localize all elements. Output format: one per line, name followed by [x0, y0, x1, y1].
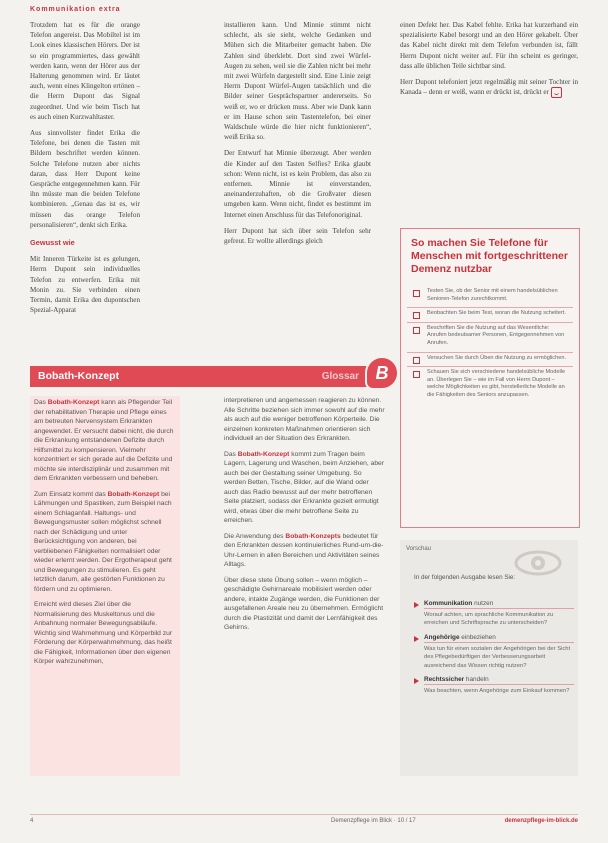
paragraph: Mit Inneren Türkeite ist es gelungen, Herrn Dupont sein individuelles Telefon zu entwerfen. Erika mit Monin zu. Sie verbinden einen Termin, damit Erika den dupontschen Spezial-Apparat [30, 255, 140, 315]
tip-item: Testen Sie, ob der Senior mit einem handelsüblichen Senioren-Telefon zurechtkommt. [407, 286, 573, 307]
preview-question: Was tun für einen sozialen der Angehörigen bei der Sicht des Pflegebedürftigen der Verbesserungsarbeit ausreichend das Wissen richtig nutzen? [424, 642, 574, 670]
glossary-title: Bobath-Konzept [38, 370, 120, 382]
glossary-paragraph [34, 490, 176, 595]
highlight-term: Bobath-Konzept [47, 399, 100, 406]
paragraph: Der Entwurf hat Minnie überzeugt. Aber werden die Kinder auf den Tasten Selfies? Erika glaubt schon: Wenn nicht, ist es kein Problem, das also zu entfernen. Minnie ist einverstanden, aneinanderzuhaften, ob die Großvater diesen umgeben kann. Wenn nicht, findet es bestimmt im Internet einen Anschluss für das Telefonoriginal. [224, 149, 371, 219]
tip-item: Versuchen Sie durch Üben die Nutzung zu ermöglichen. [407, 352, 573, 367]
paragraph: Trotzdem hat es für die orange Telefon angereist. Das Mobiltel ist im Look eines klassischen Hörers. Der ist so ein programmiertes, dass gewählt werden kann, wenn der Hörer aus der Halterung genommen wird. Er läutet auch, wenn eines Klingelton ertönen – die Herrn Dupont das Signal zugeordnet. Und wie beim Tisch hat es auch einen Kurzwahltaster. [30, 21, 140, 121]
glossary-paragraph [224, 396, 385, 444]
magazine-issue: Demenzpflege im Blick · 10 / 17 [331, 818, 416, 824]
paragraph: installieren kann. Und Minnie stimmt nicht schlecht, als sie sieht, welche Gedanken und Mühen sich die Mitarbeiter gemacht haben. Die Zahlen sind überklebt. Dort sind zwei Würfel-Augen zu sehen, weil sie die Zahlen nicht bei mehr mit zwei Würfeln dargestellt sind. Eine Linie zeigt Herrn Dupont Würfel-Augen tatsächlich und die Bilder seiner Gesprächspartner andererseits. So weiß er, wo er drücken muss. Aber wie Dank kann er im Hause schon sein Tastentelefon, bei einer Waldschule würde die hier nicht funktionieren“, weiß Erika so. [224, 21, 371, 142]
text: Das [34, 399, 48, 406]
preview-list [414, 600, 574, 701]
page-footer [30, 818, 578, 828]
text: Über diese stete Übung sollen – wenn möglich – geschädigte Gehirnareale mobilisiert werden oder andere, intakte Zugänge werden, die Funktionen der ausgefallenen Areale neu zu übernehmen. Ermöglicht durch die Plastizität und damit der Lernfähigkeit des Gehirns. [224, 576, 384, 631]
article-column-2 [224, 20, 371, 252]
paragraph: Aus sinnvollster findet Erika die Telefone, bei denen die Tasten mit Bildern beschriftet werden können. Solche Telefone nutzen aber nichts daran, dass Herr Dupont keine Gespräche entgegennehmen kann. Für ihn müsste man die beiden Telefone kombinieren. „Genau das ist es, wir müssen das orange Telefon personalisieren“, denkt sich Erika. [30, 129, 140, 229]
preview-intro: In der folgenden Ausgabe lesen Sie: [414, 574, 516, 581]
text: interpretieren und angemessen reagieren zu können. Alle Schritte beziehen sich immer sowohl auf die mehr als auch auf die weniger betroffenen Körperteile. Die einzelnen konkreten Maßnahmen orientieren sich individuell an der Situation des Erkrankten. [224, 397, 385, 442]
text: kommt zum Tragen beim Lagern, Lagerung und Waschen, beim Anziehen, aber auch bei der Gestaltung seiner Umgebung. So werden Betten, Tische, Bilder, auf die Wand oder auch das Radio bewusst auf der mehr betroffenen Seite platziert, sodass der Erkrankte gezielt ermutigt wird, etwas über die mehr betroffene Seite zu erreichen. [224, 450, 384, 524]
text: Zum Einsatz kommt das [34, 490, 108, 498]
glossary-column-right [224, 396, 385, 639]
glossary-box [30, 363, 389, 776]
text: bedeutet für den Erkrankten dessen kontinuierliches Rund-um-die-Uhr-Lernen in allen Bereichen und Aktivitäten seines Alltags. [224, 532, 384, 568]
preview-keyword-rest: handeln [465, 676, 489, 684]
tip-item: Schauen Sie sich verschiedene handelsübliche Modelle an. Überlegen Sie – wie im Fall von Herrn Dupont – welche Möglichkeiten es gibt, herstellerliche Modelle an die Fähigkeiten des Seniors anzupassen. [407, 366, 573, 403]
preview-keyword-rest: nutzen [474, 600, 494, 607]
paragraph [400, 77, 578, 98]
smiley-icon [551, 87, 562, 98]
text: kann als Pflegender Teil der rehabilitativen Therapie und Pflege eines am betreuten Nervensystem Erkrankten angewendet. Er versucht dabei nicht, die durch die Erkrankung entstandenen Defizite durch Hilfsmittel zu kompensieren. Vielmehr konzentriert er sich gerade auf die Defizite und möchte sie interdisziplinär und zusammen mit dem Erkrankten verbessern und beheben. [34, 399, 174, 482]
glossary-label: Glossar [321, 371, 359, 382]
glossary-paragraph [34, 398, 176, 484]
preview-keyword: Kommunikation [424, 600, 473, 607]
glossary-paragraph [224, 532, 385, 570]
article-column-1 [30, 20, 140, 321]
tips-box-title: So machen Sie Telefone für Menschen mit fortgeschrittener Demenz nutzbar [411, 237, 568, 275]
website-link[interactable]: demenzpflege-im-blick.de [504, 818, 578, 824]
subheading: Gewusst wie [30, 238, 75, 248]
highlight-term: Bobath-Konzepts [285, 532, 341, 540]
paragraph: Herr Dupont hat sich über sein Telefon sehr gefreut. Er wollte allerdings gleich [224, 226, 371, 246]
text: Erreicht wird dieses Ziel über die Normalisierung des Muskeltonus und die Anbahnung normaler Bewegungsabläufe. Wichtig sind Wahrnehmung und Körperbild zur Förderung der Körperwahrnehmung, das heißt die Fähigkeit, Informationen über den eigenen Körper wahrzunehmen, [34, 601, 173, 665]
preview-keyword-rest: einbeziehen [461, 633, 496, 641]
tips-list [401, 286, 579, 404]
paragraph-text: Herr Dupont telefoniert jetzt regelmäßig mit seiner Tochter in Kanada – denn er weiß, wann er drückt ist, drückt er [400, 78, 578, 97]
paragraph: einen Defekt her. Das Kabel fehlte. Erika hat kurzerhand ein spezialisierte Kabel besorgt und an den Hörer gekabelt. Über das Kabel nicht direkt mit dem Telefon verbunden ist, fällt Herrn Dupont nicht weiter auf. Für ihn scheint es geringer, dass alle üblichen Teile sichtbar sind. [400, 21, 578, 70]
glossary-paragraph [224, 576, 385, 633]
section-tag: Kommunikation extra [30, 6, 121, 13]
glossary-letter-badge: B [365, 356, 399, 390]
preview-box [400, 540, 578, 776]
preview-label: Vorschau [406, 546, 432, 552]
text: Die Anwendung des [224, 532, 286, 540]
preview-item [414, 600, 574, 628]
text: Das [224, 450, 238, 458]
text: bei Lähmungen und Spastiken, zum Beispiel nach einem Schlaganfall. Haltungs- und Bewegungsmuster sollen möglichst schnell nach der Schädigung und unter Berücksichtigung von anderen, bei verbliebenen Fähigkeiten normalisiert oder wieder erlernt werden. Der Ergotherapeut geht und Bewegungen zu stimulieren. Es geht letztlich darum, alle gestörten Funktionen zu fördern und zu optimieren. [34, 490, 172, 593]
preview-question: Worauf achten, um sprachliche Kommunikation zu erreichen und Schriftsprache zu unterscheiden? [424, 608, 574, 628]
tips-box [400, 228, 580, 528]
footer-divider [30, 814, 578, 815]
highlight-term: Bobath-Konzept [237, 450, 290, 458]
preview-item [414, 676, 574, 695]
highlight-term: Bobath-Konzept [107, 490, 160, 498]
article-column-3 [400, 20, 578, 104]
glossary-header [30, 366, 385, 387]
page-number: 4 [30, 818, 34, 824]
preview-keyword: Rechtssicher [424, 676, 465, 684]
preview-question: Was beachten, wenn Angehörige zum Einkauf kommen? [424, 684, 574, 695]
glossary-paragraph [224, 450, 385, 526]
preview-keyword: Angehörige [424, 633, 460, 641]
tip-item: Beobachten Sie beim Test, woran die Nutzung scheitert. [407, 307, 573, 322]
glossary-column-left [30, 396, 180, 776]
tip-item: Beschriften Sie die Nutzung auf das Wesentliche: Anrufen bedeutsamer Personen, Entgegennehmen von Anrufen. [407, 322, 573, 352]
preview-item [414, 634, 574, 670]
glossary-paragraph [34, 600, 176, 667]
